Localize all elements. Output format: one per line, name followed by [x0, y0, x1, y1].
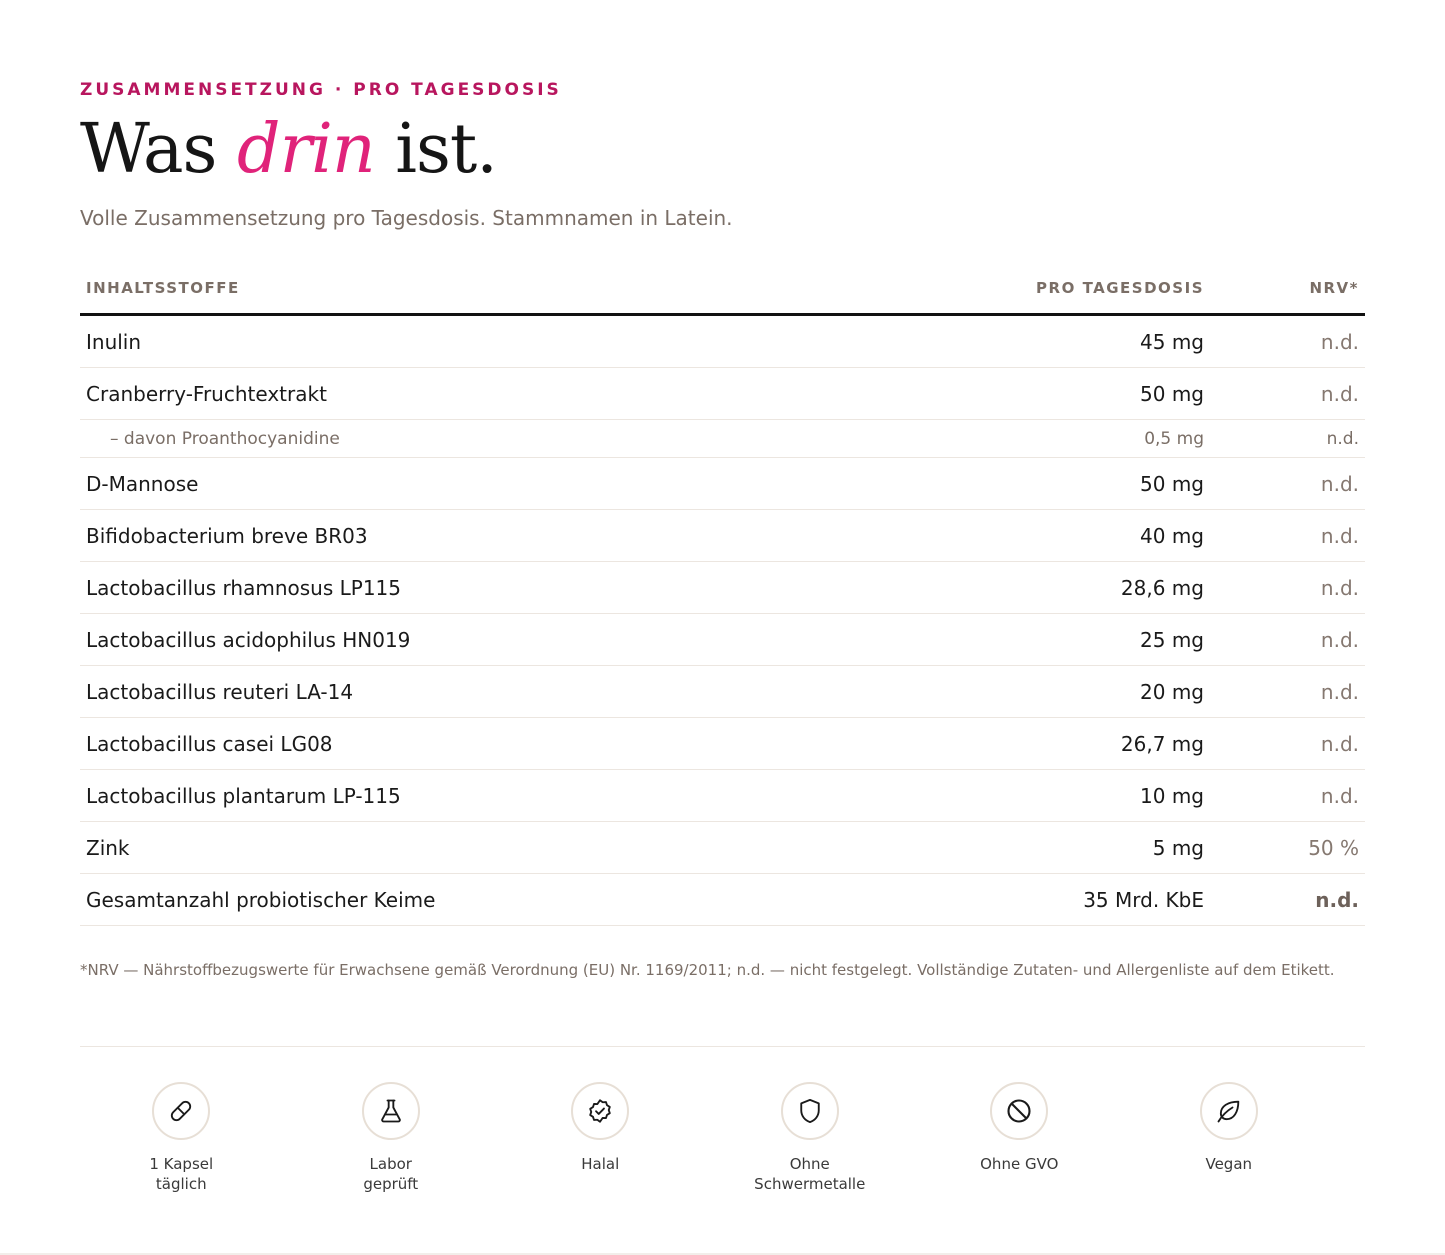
ingredient-nrv: 50 % [1210, 822, 1365, 874]
badge-no-heavy-metals [702, 1082, 919, 1194]
table-row [80, 510, 1365, 562]
ingredient-nrv: n.d. [1210, 718, 1365, 770]
section-eyebrow: ZUSAMMENSETZUNG · PRO TAGESDOSIS [80, 80, 562, 100]
ingredient-name: Gesamtanzahl probiotischer Keime [80, 874, 910, 926]
table-row [80, 718, 1365, 770]
ingredients-table [80, 264, 1365, 926]
nrv-footnote: *NRV — Nährstoffbezugswerte für Erwachsene gemäß Verordnung (EU) Nr. 1169/2011; n.d. — nicht festgelegt. Vollständige Zutaten- und Allergenliste auf dem Etikett. [80, 961, 1335, 979]
page-title [80, 108, 497, 192]
table-body [80, 315, 1365, 926]
ingredient-dose: 50 mg [910, 368, 1210, 420]
badge-icon-circle [362, 1082, 420, 1140]
ingredient-name: Lactobacillus plantarum LP-115 [80, 770, 910, 822]
ingredient-dose: 40 mg [910, 510, 1210, 562]
ingredient-nrv: n.d. [1210, 614, 1365, 666]
shield-icon [796, 1097, 824, 1125]
table-subrow [80, 420, 1365, 458]
table-row [80, 822, 1365, 874]
table-row-total [80, 874, 1365, 926]
badge-icon-circle [990, 1082, 1048, 1140]
ingredient-dose: 26,7 mg [910, 718, 1210, 770]
badge-halal [492, 1082, 709, 1194]
badge-label: 1 Kapsel täglich [149, 1155, 214, 1193]
ingredient-name: Bifidobacterium breve BR03 [80, 510, 910, 562]
ingredient-name: Lactobacillus rhamnosus LP115 [80, 562, 910, 614]
ingredient-nrv: n.d. [1210, 770, 1365, 822]
badge-label: Ohne GVO [980, 1155, 1059, 1173]
badge-lab-tested [283, 1082, 500, 1194]
ingredient-nrv: n.d. [1210, 562, 1365, 614]
ingredient-name: Lactobacillus casei LG08 [80, 718, 910, 770]
ingredient-dose: 0,5 mg [910, 420, 1210, 458]
ingredient-dose: 35 Mrd. KbE [910, 874, 1210, 926]
badge-icon-circle [152, 1082, 210, 1140]
header-nrv: NRV* [1210, 264, 1365, 315]
ingredient-name: Zink [80, 822, 910, 874]
leaf-icon [1215, 1097, 1243, 1125]
badge-label: Labor geprüft [363, 1155, 419, 1193]
section-subtitle: Volle Zusammensetzung pro Tagesdosis. Stammnamen in Latein. [80, 206, 733, 230]
badge-no-gmo [911, 1082, 1128, 1194]
badge-label: Halal [581, 1155, 620, 1173]
ingredient-dose: 25 mg [910, 614, 1210, 666]
ingredient-nrv: n.d. [1210, 368, 1365, 420]
header-ingredients: INHALTSSTOFFE [80, 264, 910, 315]
ingredient-name: Lactobacillus acidophilus HN019 [80, 614, 910, 666]
badge-label: Vegan [1205, 1155, 1253, 1173]
ingredient-name: D-Mannose [80, 458, 910, 510]
badge-label: Ohne Schwermetalle [754, 1155, 866, 1193]
ingredient-nrv: n.d. [1210, 315, 1365, 368]
ingredient-nrv: n.d. [1210, 420, 1365, 458]
ingredient-dose: 5 mg [910, 822, 1210, 874]
section-divider [80, 1046, 1365, 1047]
badge-icon-circle [571, 1082, 629, 1140]
ingredient-name: Cranberry-Fruchtextrakt [80, 368, 910, 420]
ingredient-nrv: n.d. [1210, 458, 1365, 510]
ingredient-name: – davon Proanthocyanidine [80, 420, 910, 458]
table-header-row [80, 264, 1365, 315]
flask-icon [377, 1097, 405, 1125]
ingredient-name: Inulin [80, 315, 910, 368]
headline-accent: drin [237, 110, 375, 189]
prohibited-icon [1005, 1097, 1033, 1125]
ingredient-dose: 20 mg [910, 666, 1210, 718]
table-row [80, 368, 1365, 420]
badge-icon-circle [781, 1082, 839, 1140]
table-row [80, 315, 1365, 368]
ingredient-dose: 10 mg [910, 770, 1210, 822]
ingredient-nrv: n.d. [1210, 510, 1365, 562]
table-row [80, 562, 1365, 614]
table-row [80, 666, 1365, 718]
ingredient-name: Lactobacillus reuteri LA-14 [80, 666, 910, 718]
ingredient-dose: 28,6 mg [910, 562, 1210, 614]
check-seal-icon [586, 1097, 614, 1125]
header-daily-dose: PRO TAGESDOSIS [910, 264, 1210, 315]
ingredient-nrv: n.d. [1210, 666, 1365, 718]
ingredient-nrv: n.d. [1210, 874, 1365, 926]
ingredient-dose: 45 mg [910, 315, 1210, 368]
capsule-icon [167, 1097, 195, 1125]
table-row [80, 770, 1365, 822]
table-row [80, 458, 1365, 510]
headline-after: ist. [374, 110, 497, 189]
ingredient-dose: 50 mg [910, 458, 1210, 510]
badge-row [80, 1082, 1380, 1194]
table-row [80, 614, 1365, 666]
badge-capsule [73, 1082, 290, 1194]
badge-vegan [1121, 1082, 1338, 1194]
headline-before: Was [80, 110, 238, 189]
badge-icon-circle [1200, 1082, 1258, 1140]
